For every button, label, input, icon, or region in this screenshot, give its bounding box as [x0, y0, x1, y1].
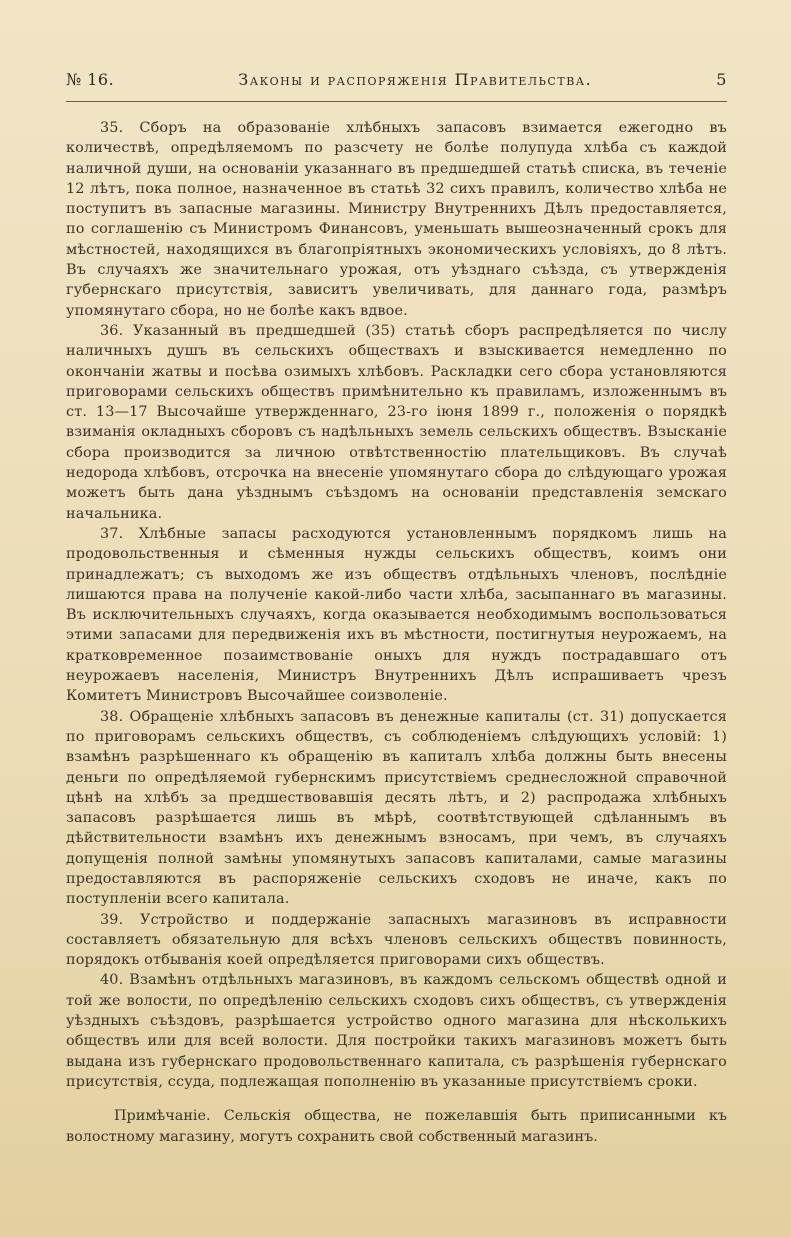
paragraph-35: 35. Сборъ на образованіе хлѣбныхъ запасовъ взимается ежегодно въ количествѣ, опредѣляемомъ по разсчету не болѣе полупуда хлѣба съ каждой наличной души, на основаніи указаннаго въ предшедшей статьѣ списка, въ теченіе 12 лѣтъ, пока полное, назначенное въ статьѣ 32 сихъ правилъ, количество хлѣба не поступитъ въ запасные магазины. Министру Внутреннихъ Дѣлъ предоставляется, по соглашенію съ Министромъ Финансовъ, уменьшать вышеозначенный срокъ для мѣстностей, находящихся въ благопріятныхъ экономическихъ условіяхъ, до 8 лѣтъ. Въ случаяхъ же значительнаго урожая, отъ уѣзднаго съѣзда, съ утвержденія губернскаго присутствія, зависитъ увеличивать, для даннаго года, размѣръ упомянутаго сбора, но не болѣе какъ вдвое.	[66, 120, 727, 319]
paragraph-39: 39. Устройство и поддержаніе запасныхъ магазиновъ въ исправности составляетъ обязательную для всѣхъ членовъ сельскихъ обществъ повинность, порядокъ отбыванія коей опредѣляется приговорами сихъ обществъ.	[66, 911, 727, 969]
running-title: Законы и распоряженія Правительства.	[238, 70, 593, 89]
page-header	[66, 70, 727, 89]
paragraph-37: 37. Хлѣбные запасы расходуются установленнымъ порядкомъ лишь на продовольственныя и сѣменныя нужды сельскихъ обществъ, коимъ они принадлежатъ; съ выходомъ же изъ обществъ отдѣльныхъ членовъ, послѣдніе лишаются права на полученіе какой-либо части хлѣба, засыпаннаго въ магазины. Въ исключительныхъ случаяхъ, когда оказывается необходимымъ воспользоваться этими запасами для передвиженія ихъ въ мѣстности, постигнутыя неурожаемъ, на кратковременное позаимствованіе оныхъ для нуждъ пострадавшаго отъ неурожаевъ населенія, Министръ Внутреннихъ Дѣлъ испрашиваетъ чрезъ Комитетъ Министровъ Высочайшее соизволеніе.	[66, 525, 727, 705]
note-paragraph: Примѣчаніе. Сельскія общества, не пожелавшія быть приписанными къ волостному магазину, могутъ сохранить свой собственный магазинъ.	[66, 1108, 727, 1145]
page-number: 5	[716, 70, 727, 89]
paragraph-36: 36. Указанный въ предшедшей (35) статьѣ сборъ распредѣляется по числу наличныхъ душъ въ сельскихъ обществахъ и взыскивается немедленно по окончаніи жатвы и посѣва озимыхъ хлѣбовъ. Раскладки сего сбора установляются приговорами сельскихъ обществъ примѣнительно къ правиламъ, изложеннымъ въ ст. 13—17 Высочайше утвержденнаго, 23-го іюня 1899 г., положенія о порядкѣ взиманія окладныхъ сборовъ съ надѣльныхъ земель сельскихъ обществъ. Взысканіе сбора производится за личною отвѣтственностію плательщиковъ. Въ случаѣ недорода хлѣбовъ, отсрочка на внесеніе упомянутаго сбора до слѣдующаго урожая можетъ быть дана уѣзднымъ съѣздомъ на основаніи представленія земскаго начальника.	[66, 322, 727, 522]
issue-number: № 16.	[66, 70, 115, 89]
paragraph-40: 40. Взамѣнъ отдѣльныхъ магазиновъ, въ каждомъ сельскомъ обществѣ одной и той же волости, по опредѣленію сельскихъ сходовъ сихъ обществъ, съ утвержденія уѣздныхъ съѣздовъ, разрѣшается устройство одного магазина для нѣсколькихъ обществъ или для всей волости. Для постройки такихъ магазиновъ можетъ быть выдана изъ губернскаго продовольственнаго капитала, съ разрѣшенія губернскаго присутствія, ссуда, подлежащая пополненію въ указанные присутствіемъ сроки.	[66, 972, 727, 1090]
paragraph-38: 38. Обращеніе хлѣбныхъ запасовъ въ денежные капиталы (ст. 31) допускается по приговорамъ сельскихъ обществъ, съ соблюденіемъ слѣдующихъ условій: 1) взамѣнъ разрѣшеннаго къ обращенію въ капиталъ хлѣба должны быть внесены деньги по опредѣляемой губернскимъ присутствіемъ среднесложной справочной цѣнѣ на хлѣбъ за предшествовавшія десять лѣтъ, и 2) распродажа хлѣбныхъ запасовъ разрѣшается лишь въ мѣрѣ, соотвѣтствующей сдѣланнымъ въ дѣйствительности взамѣнъ ихъ денежнымъ взносамъ, при чемъ, въ случаяхъ допущенія полной замѣны упомянутыхъ запасовъ капиталами, самые магазины предоставляются въ распоряженіе сельскихъ сходовъ не иначе, какъ по поступленіи всего капитала.	[66, 708, 727, 908]
header-rule	[66, 101, 727, 102]
